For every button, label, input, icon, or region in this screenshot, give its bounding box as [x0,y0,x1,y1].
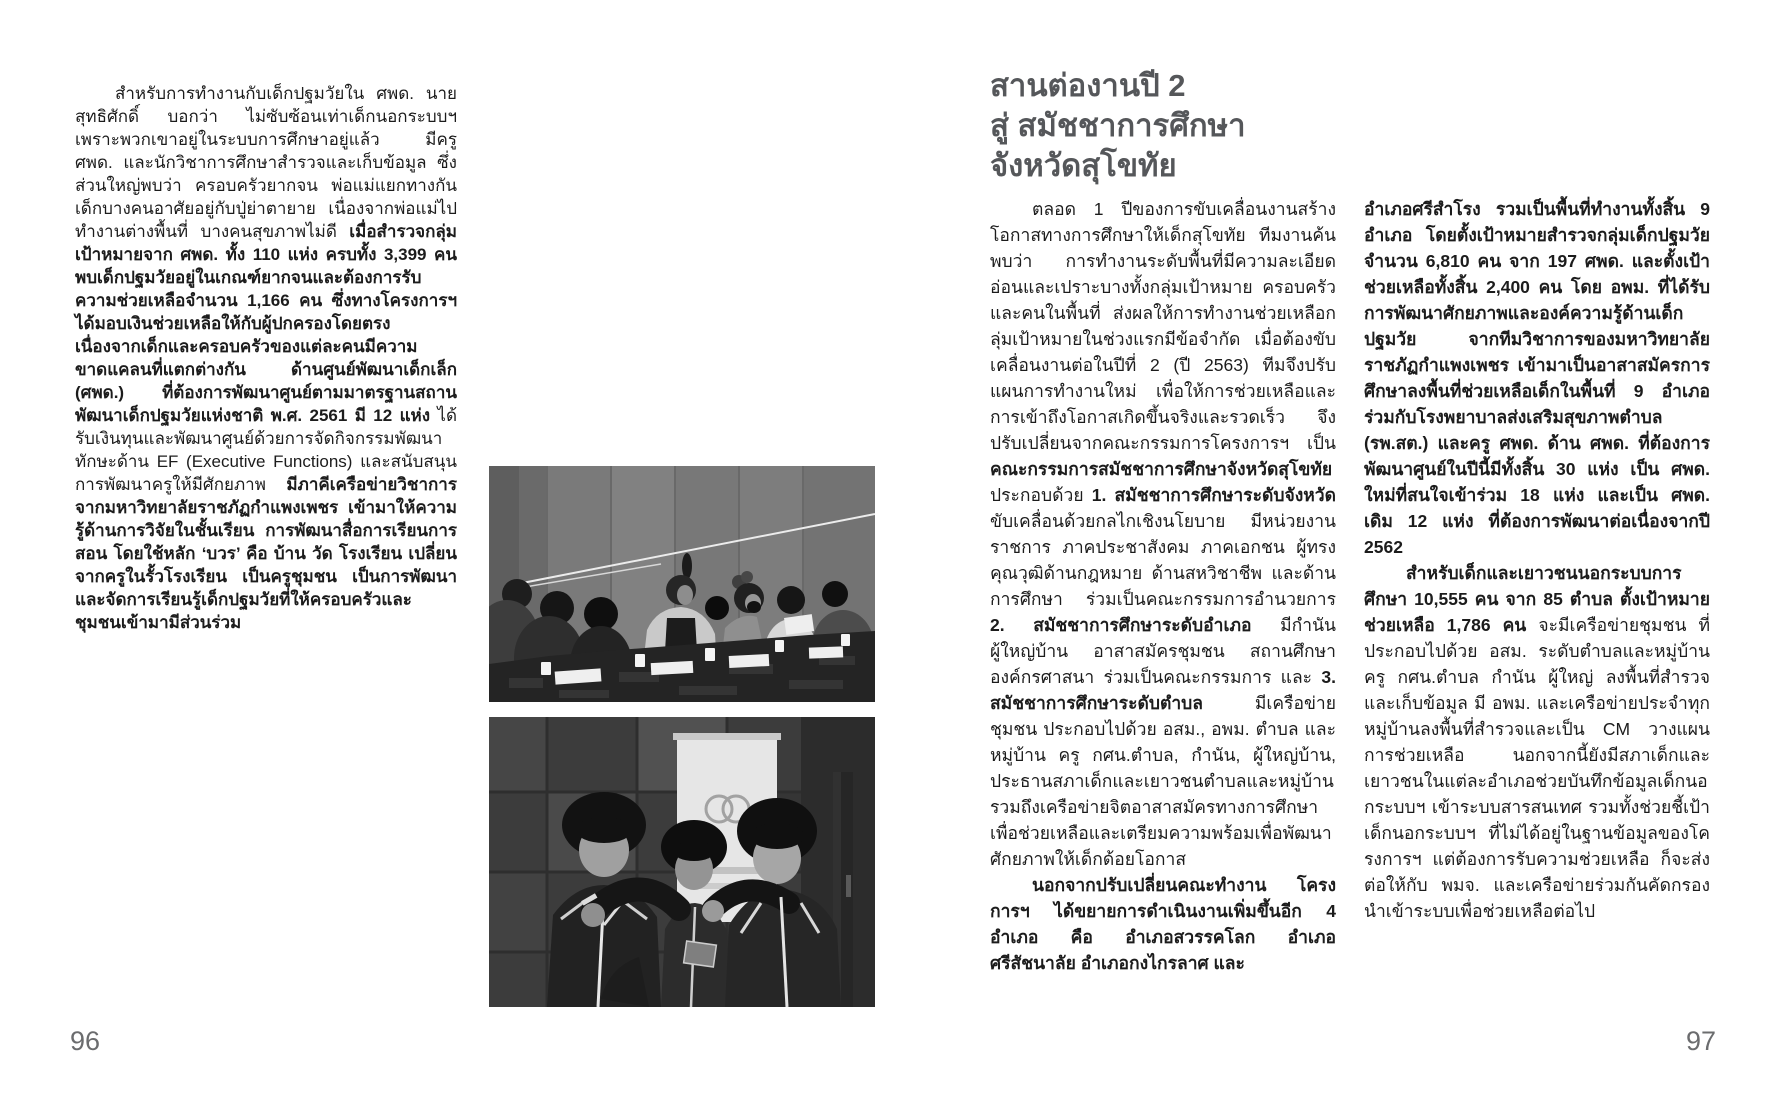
right-page-column-1 [990,196,1341,976]
text-segment: จะมีเครือข่ายชุมชน ที่ประกอบไปด้วย อสม. ระดับตำบลและหมู่บ้าน ครู กศน.ตำบล กำนัน ผู้ใหญ่ ลงพื้นที่สำรวจและเก็บข้อมูล มี อพม. และเครือข่ายประจำทุกหมู่บ้านลงพื้นที่สำรวจและเป็น CM วางแผนการช่วยเหลือ นอกจากนี้ยังมีสภาเด็กและเยาวชนในแต่ละอำเภอช่วยบันทึกข้อมูลเด็กนอกระบบฯ เข้าระบบสารสนเทศ รวมทั้งช่วยชี้เป้าเด็กนอกระบบฯ ที่ไม่ได้อยู่ในฐานข้อมูลของโครงการฯ แต่ต้องการรับความช่วยเหลือ ก็จะส่งต่อให้กับ พมจ. และเครือข่ายร่วมกันคัดกรองนำเข้าระบบเพื่อช่วยเหลือต่อไป [1364,615,1715,921]
left-page-text-block [75,82,462,634]
text-segment: นอกจากปรับเปลี่ยนคณะทำงาน โครงการฯ ได้ขยายการดำเนินงานเพิ่มขึ้นอีก 4 อำเภอ คือ อำเภอสวรรคโลก อำเภอศรีสัชนาลัย อำเภอกงไกรลาศ และ [990,875,1341,973]
page-title-line-1: สานต่องานปี 2 [990,68,1186,103]
text-segment: สำหรับการทำงานกับเด็กปฐมวัยใน ศพด. นายสุทธิศักดิ์ บอกว่า ไม่ซับซ้อนเท่าเด็กนอกระบบฯ เพราะพวกเขาอยู่ในระบบการศึกษาอยู่แล้ว มีครู ศพด. และนักวิชาการศึกษาสำรวจและเก็บข้อมูล ซึ่งส่วนใหญ่พบว่า ครอบครัวยากจน พ่อแม่แยกทางกัน เด็กบางคนอาศัยอยู่กับปู่ย่าตายาย เนื่องจากพ่อแม่ไปทำงานต่างพื้นที่ บางคนสุขภาพไม่ดี [75,84,462,241]
page-number-left: 96 [70,1026,101,1056]
three-boys-photo-graphic [489,717,875,1007]
text-segment: มีภาคีเครือข่ายวิชาการจากมหาวิทยาลัยราชภัฏกำแพงเพชร เข้ามาให้ความรู้ด้านการวิจัยในชั้นเรียน การพัฒนาสื่อการเรียนการสอน โดยใช้หลัก ‘บวร’ คือ บ้าน วัด โรงเรียน เปลี่ยนจากครูในรั้วโรงเรียน เป็นครูชุมชน เป็นการพัฒนาและจัดการเรียนรู้เด็กปฐมวัยที่ให้ครอบครัวและชุมชนเข้ามามีส่วนร่วม [75,475,457,632]
text-segment: คณะกรรมการสมัชชาการศึกษาจังหวัดสุโขทัย [990,459,1333,479]
workshop-photo [489,466,875,702]
column2-paragraph-1 [1364,196,1715,560]
text-segment: ได้รับเงินทุนและพัฒนาศูนย์ด้วยการจัดกิจกรรมพัฒนาทักษะด้าน EF (Executive Functions) และสนับสนุนการพัฒนาครูให้มีศักยภาพ [75,406,457,494]
workshop-photo-graphic [489,466,875,702]
right-page-column-2 [1364,196,1715,924]
text-segment: มีเครือข่ายชุมชน ประกอบไปด้วย อสม., อพม. ตำบล และหมู่บ้าน ครู กศน.ตำบล, กำนัน, ผู้ใหญ่บ้าน, ประธานสภาเด็กและเยาวชนตำบลและหมู่บ้าน รวมถึงเครือข่ายจิตอาสาสมัครทางการศึกษา เพื่อช่วยเหลือและเตรียมความพร้อมเพื่อพัฒนาศักยภาพให้เด็กด้อยโอกาส [990,693,1341,869]
page-title-line-3: จังหวัดสุโขทัย [990,148,1177,183]
page-title-line-2: สู่ สมัชชาการศึกษา [990,108,1246,143]
text-segment: มีกำนัน ผู้ใหญ่บ้าน อาสาสมัครชุมชน สถานศึกษา องค์กรศาสนา ร่วมเป็นคณะกรรมการ และ [990,615,1341,687]
text-segment: สำหรับเด็กและเยาวชนนอกระบบการศึกษา 10,555 คน จาก 85 ตำบล ตั้งเป้าหมายช่วยเหลือ 1,786 คน [1364,563,1710,635]
left-page-paragraph [75,82,462,634]
column1-paragraph-1 [990,196,1341,872]
page-title [990,66,1450,186]
text-segment: ขับเคลื่อนด้วยกลไกเชิงนโยบาย มีหน่วยงานราชการ ภาคประชาสังคม ภาคเอกชน ผู้ทรงคุณวุฒิด้านกฎหมาย ด้านสหวิชาชีพ และด้านการศึกษา ร่วมเป็นคณะกรรมการอำนวยการ [990,485,1341,609]
column1-paragraph-2 [990,872,1341,976]
text-segment: 3. สมัชชาการศึกษาระดับตำบล [990,667,1341,713]
text-segment: อำเภอศรีสำโรง รวมเป็นพื้นที่ทำงานทั้งสิ้น 9 อำเภอ โดยตั้งเป้าหมายสำรวจกลุ่มเด็กปฐมวัยจำนวน 6,810 คน จาก 197 ศพด. และตั้งเป้าช่วยเหลือทั้งสิ้น 2,400 คน โดย อพม. ที่ได้รับการพัฒนาศักยภาพและองค์ความรู้ด้านเด็กปฐมวัย จากทีมวิชาการของมหาวิทยาลัยราชภัฏกำแพงเพชร เข้ามาเป็นอาสาสมัครการศึกษาลงพื้นที่ช่วยเหลือเด็กในพื้นที่ 9 อำเภอ ร่วมกับโรงพยาบาลส่งเสริมสุขภาพตำบล (รพ.สต.) และครู ศพด. ด้าน ศพด. ที่ต้องการพัฒนาศูนย์ในปีนี้มีทั้งสิ้น 30 แห่ง เป็น ศพด. ใหม่ที่สนใจเข้าร่วม 18 แห่ง และเป็น ศพด. เดิม 12 แห่ง ที่ต้องการพัฒนาต่อเนื่องจากปี 2562 [1364,199,1715,557]
text-segment: ตลอด 1 ปีของการขับเคลื่อนงานสร้างโอกาสทางการศึกษาให้เด็กสุโขทัย ทีมงานค้นพบว่า การทำงานระดับพื้นที่มีความละเอียดอ่อนและเปราะบางทั้งกลุ่มเป้าหมาย ครอบครัว และคนในพื้นที่ ส่งผลให้การทำงานช่วยเหลือกลุ่มเป้าหมายในช่วงแรกมีข้อจำกัด เมื่อต้องขับเคลื่อนงานต่อในปีที่ 2 (ปี 2563) ทีมจึงปรับแผนการทำงานใหม่ เพื่อให้การช่วยเหลือและการเข้าถึงโอกาสเกิดขึ้นจริงและรวดเร็ว จึงปรับเปลี่ยนจากคณะกรรมการโครงการฯ เป็น [990,199,1341,453]
column2-paragraph-2 [1364,560,1715,924]
text-segment: เมื่อสำรวจกลุ่มเป้าหมายจาก ศพด. ทั้ง 110 แห่ง ครบทั้ง 3,399 คน พบเด็กปฐมวัยอยู่ในเกณฑ์ยากจนและต้องการรับความช่วยเหลือจำนวน 1,166 คน ซึ่งทางโครงการฯ ได้มอบเงินช่วยเหลือให้กับผู้ปกครองโดยตรง เนื่องจากเด็กและครอบครัวของแต่ละคนมีความขาดแคลนที่แตกต่างกัน ด้านศูนย์พัฒนาเด็กเล็ก (ศพด.) ที่ต้องการพัฒนาศูนย์ตามมาตรฐานสถานพัฒนาเด็กปฐมวัยแห่งชาติ พ.ศ. 2561 มี 12 แห่ง [75,222,462,425]
text-segment: 2. สมัชชาการศึกษาระดับอำเภอ [990,615,1252,635]
text-segment: 1. สมัชชาการศึกษาระดับจังหวัด [1091,485,1336,505]
page-number-right: 97 [1686,1026,1717,1056]
three-boys-photo [489,717,875,1007]
text-segment: ประกอบด้วย [990,459,1338,505]
